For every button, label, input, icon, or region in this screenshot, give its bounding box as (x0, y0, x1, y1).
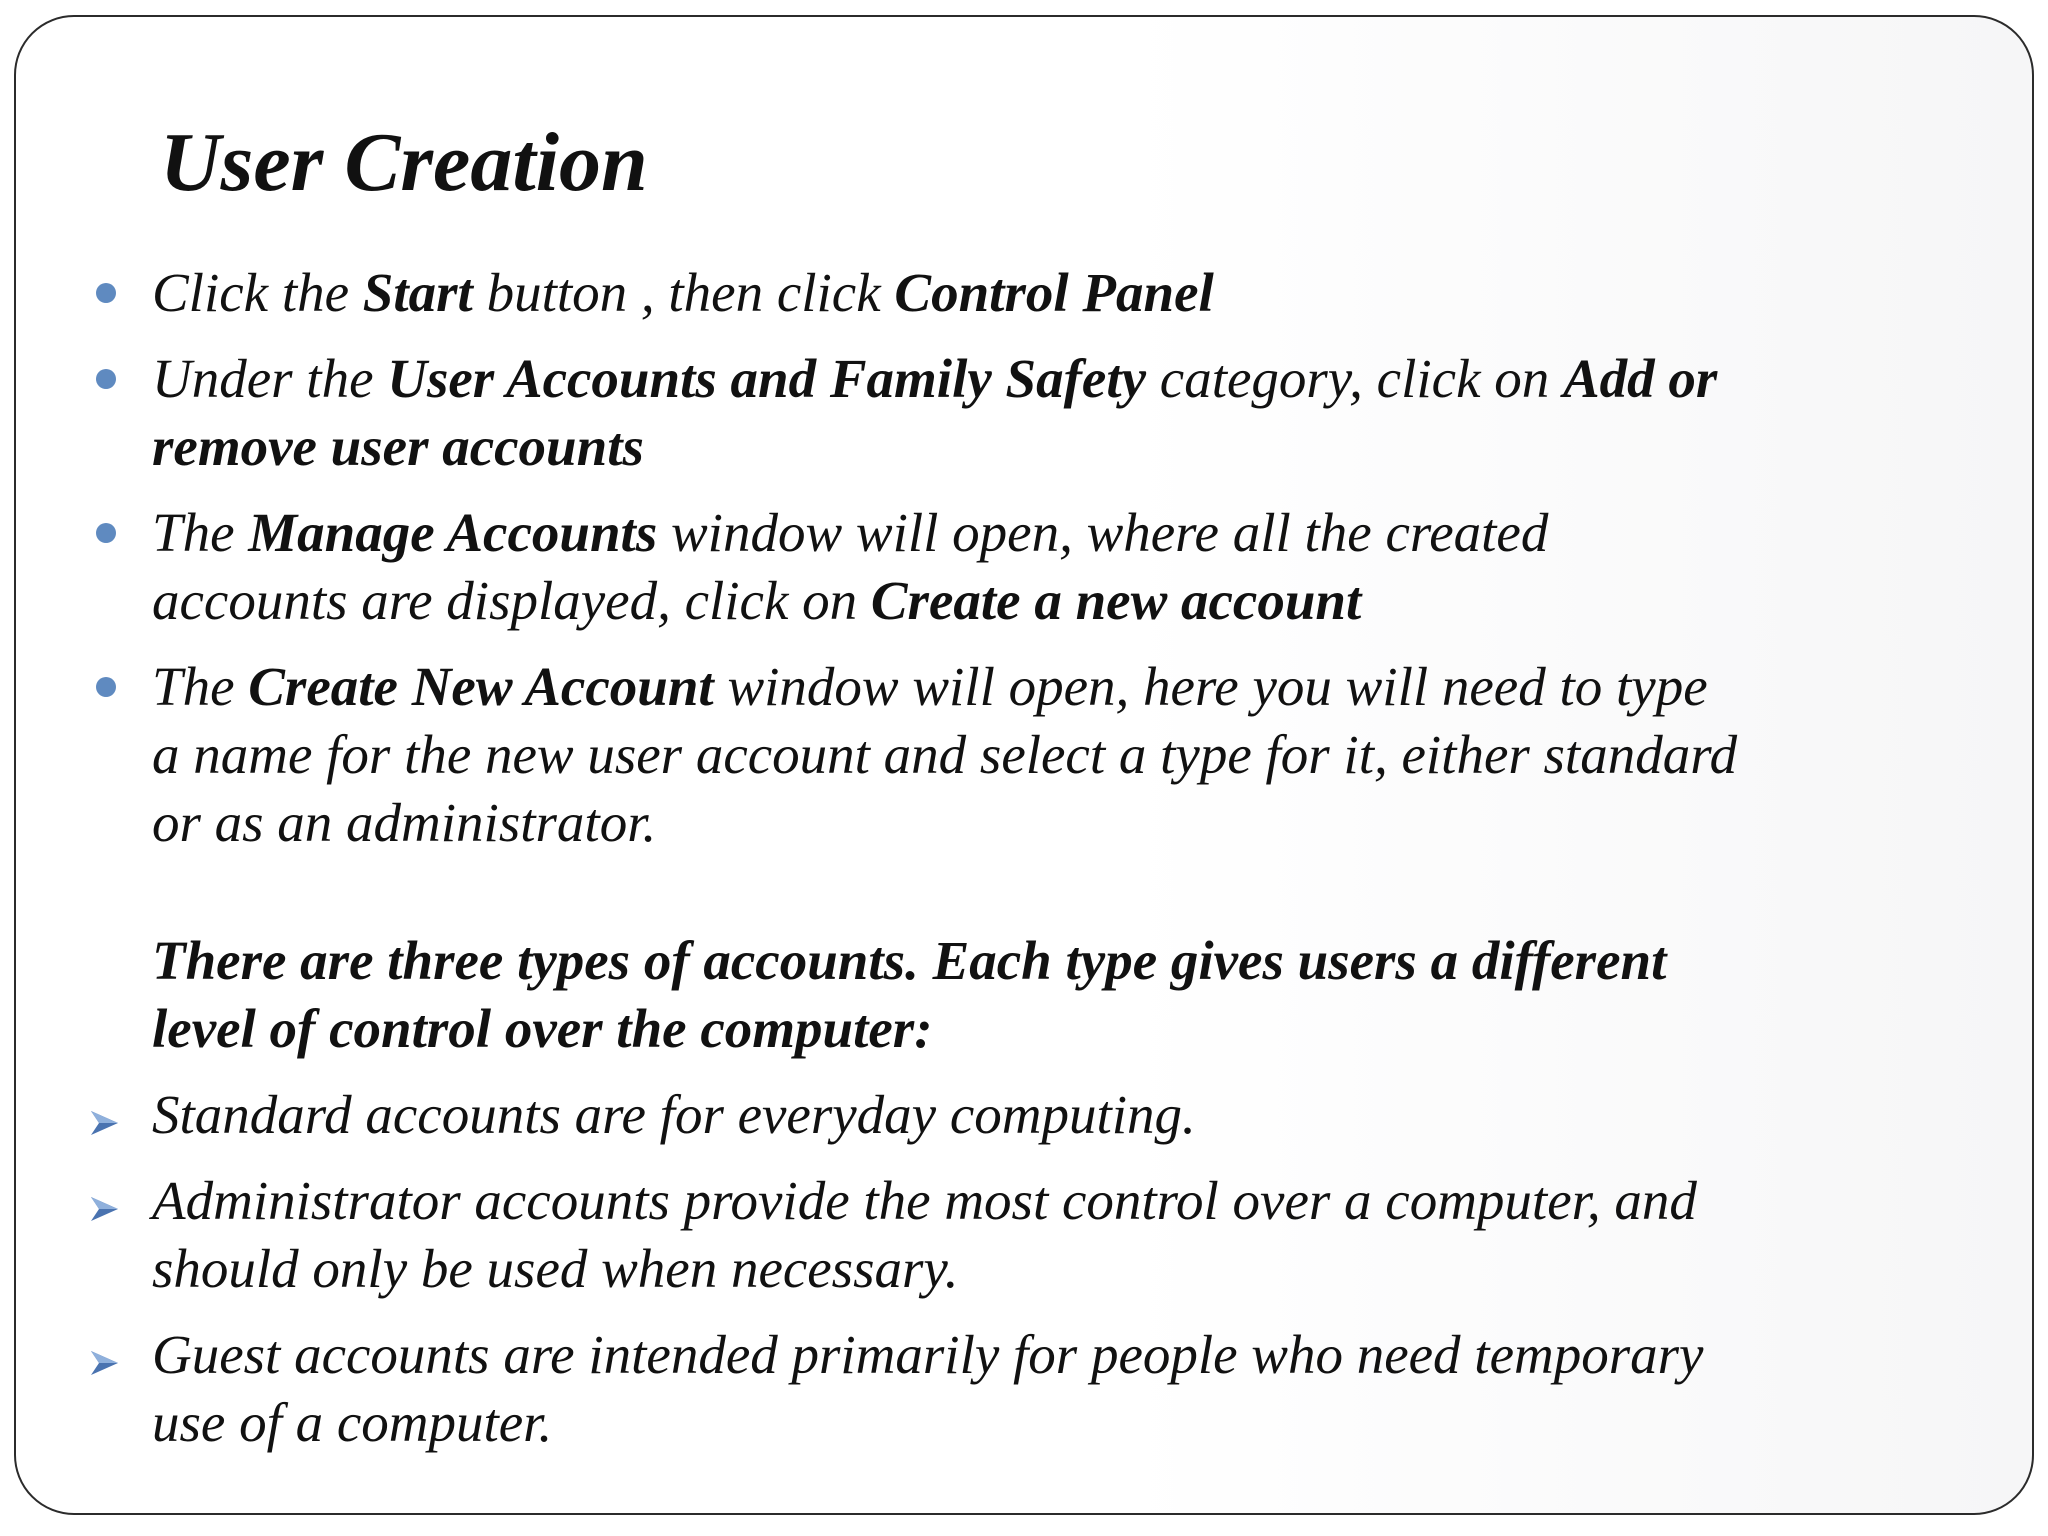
bullet-text: Under the (152, 348, 388, 409)
account-types-heading-line-1: There are three types of accounts. Each type gives users a different (152, 930, 1667, 991)
bullet-text-bold: Add or (1562, 348, 1718, 409)
bullet-4-line-3 (152, 789, 656, 857)
bullet-text: The (152, 502, 249, 563)
bullet-2-line-2 (152, 413, 644, 481)
bullet-text-bold: User Accounts and Family Safety (387, 348, 1147, 409)
bullet-text: accounts are displayed, click on (152, 570, 871, 631)
arrow-bullet-icon (88, 1107, 120, 1139)
account-types-heading-line-2: level of control over the computer: (152, 998, 933, 1059)
slide (14, 15, 2034, 1515)
bullet-text: a name for the new user account and select a type for it, either standard (152, 724, 1738, 785)
account-type-administrator-line-1: Administrator accounts provide the most control over a computer, and (152, 1170, 1697, 1231)
circle-bullet-icon (96, 677, 116, 697)
bullet-text-bold: Create a new account (870, 570, 1362, 631)
bullet-3-line-1 (152, 499, 1548, 567)
bullet-text: window will open, here you will need to type (713, 656, 1708, 717)
bullet-4-line-1 (152, 653, 1708, 721)
account-type-standard: Standard accounts are for everyday computing. (152, 1084, 1196, 1145)
bullet-text: category, click on (1146, 348, 1563, 409)
arrow-bullet-icon (88, 1347, 120, 1379)
account-type-guest-line-2: use of a computer. (152, 1392, 553, 1453)
bullet-text-bold: Manage Accounts (248, 502, 658, 563)
bullet-3-line-2 (152, 567, 1361, 635)
bullet-text: The (152, 656, 249, 717)
bullet-1-line-1 (152, 259, 1214, 327)
bullet-text: Click the (152, 262, 363, 323)
bullet-text: window will open, where all the created (657, 502, 1549, 563)
slide-title: User Creation (160, 116, 648, 209)
bullet-text: or as an administrator. (152, 792, 657, 853)
arrow-bullet-icon (88, 1193, 120, 1225)
bullet-text-bold: Create New Account (248, 656, 714, 717)
account-type-guest-line-1: Guest accounts are intended primarily for people who need temporary (152, 1324, 1704, 1385)
circle-bullet-icon (96, 523, 116, 543)
bullet-text-bold: Control Panel (894, 262, 1214, 323)
bullet-2-line-1 (152, 345, 1717, 413)
bullet-text: button , then click (472, 262, 895, 323)
bullet-text-bold: remove user accounts (152, 416, 644, 477)
account-type-administrator-line-2: should only be used when necessary. (152, 1238, 959, 1299)
circle-bullet-icon (96, 369, 116, 389)
bullet-4-line-2 (152, 721, 1737, 789)
circle-bullet-icon (96, 283, 116, 303)
bullet-text-bold: Start (362, 262, 473, 323)
